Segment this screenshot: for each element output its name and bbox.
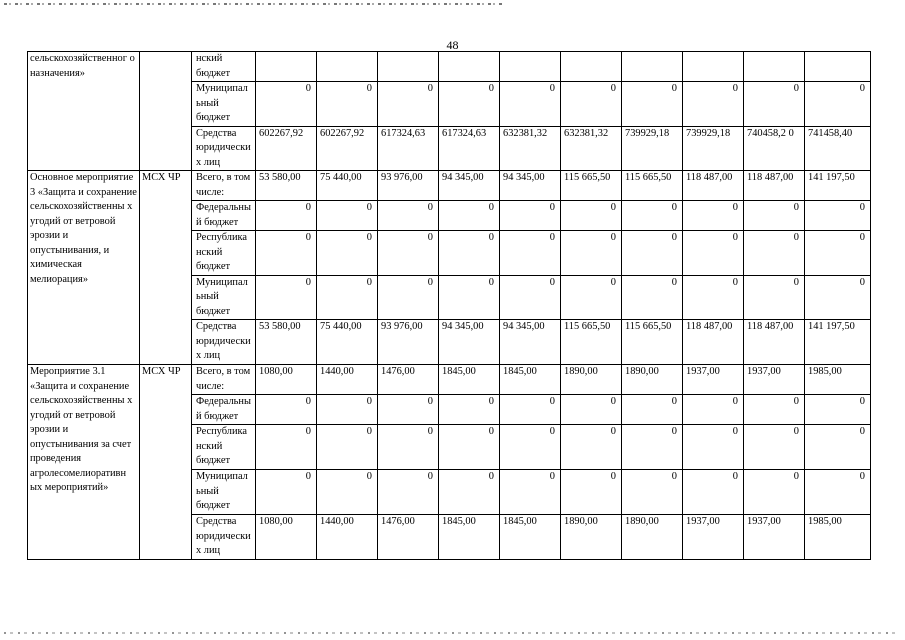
table-row [28,171,871,201]
value-cell: 739929,18 [683,126,744,171]
value-cell: 602267,92 [256,126,317,171]
value-cell: 632381,32 [500,126,561,171]
value-cell: 53 580,00 [256,320,317,365]
value-cell: 118 487,00 [744,320,805,365]
value-cell: 0 [256,275,317,320]
value-cell: 141 197,50 [805,171,871,201]
value-cell: 0 [683,425,744,470]
value-cell: 0 [317,425,378,470]
funding-source-cell: Федеральны й бюджет [192,395,256,425]
value-cell: 632381,32 [561,126,622,171]
value-cell: 1985,00 [805,365,871,395]
value-cell: 0 [317,201,378,231]
value-cell: 0 [500,425,561,470]
table-row [28,52,871,82]
value-cell: 0 [256,231,317,276]
value-cell: 1937,00 [683,365,744,395]
funding-source-cell: нский бюджет [192,52,256,82]
value-cell: 94 345,00 [500,171,561,201]
value-cell: 1440,00 [317,365,378,395]
value-cell: 0 [744,425,805,470]
value-cell: 0 [439,470,500,515]
value-cell: 0 [622,395,683,425]
scan-noise-bottom [4,632,899,634]
value-cell: 0 [744,231,805,276]
value-cell: 0 [744,201,805,231]
value-cell: 1476,00 [378,365,439,395]
funding-source-cell: Муниципал ьный бюджет [192,470,256,515]
value-cell [805,52,871,82]
value-cell [683,52,744,82]
value-cell: 1440,00 [317,515,378,560]
value-cell: 0 [317,470,378,515]
value-cell: 0 [256,470,317,515]
funding-source-cell: Муниципал ьный бюджет [192,82,256,127]
funding-source-cell: Всего, в том числе: [192,171,256,201]
value-cell: 617324,63 [378,126,439,171]
value-cell: 0 [805,275,871,320]
value-cell: 0 [561,231,622,276]
value-cell: 0 [500,470,561,515]
value-cell: 0 [317,231,378,276]
value-cell: 0 [805,201,871,231]
value-cell: 1985,00 [805,515,871,560]
value-cell: 93 976,00 [378,320,439,365]
value-cell: 0 [622,275,683,320]
funding-source-cell: Муниципал ьный бюджет [192,275,256,320]
value-cell: 0 [317,82,378,127]
value-cell: 741458,40 [805,126,871,171]
value-cell: 0 [683,231,744,276]
funding-source-cell: Средства юридически х лиц [192,515,256,560]
value-cell: 1937,00 [744,365,805,395]
value-cell [744,52,805,82]
value-cell: 0 [256,425,317,470]
value-cell: 0 [378,82,439,127]
funding-source-cell: Республика нский бюджет [192,425,256,470]
value-cell: 94 345,00 [439,171,500,201]
value-cell: 0 [805,82,871,127]
value-cell: 118 487,00 [683,320,744,365]
value-cell: 115 665,50 [561,320,622,365]
value-cell: 75 440,00 [317,171,378,201]
executor-cell: МСХ ЧР [140,365,192,560]
measure-name-cell: Мероприятие 3.1 «Защита и сохранение сельскохозяйственны х угодий от ветровой эрозии и опустынивания за счет проведения агролесомелиоративн ых мероприятий» [28,365,140,560]
value-cell: 0 [378,275,439,320]
value-cell: 0 [378,395,439,425]
value-cell: 0 [500,231,561,276]
value-cell: 0 [561,470,622,515]
value-cell: 0 [805,425,871,470]
value-cell: 0 [378,425,439,470]
value-cell: 1937,00 [683,515,744,560]
value-cell: 0 [622,231,683,276]
value-cell [622,52,683,82]
value-cell: 141 197,50 [805,320,871,365]
value-cell: 75 440,00 [317,320,378,365]
value-cell: 0 [378,231,439,276]
measure-name-cell: Основное мероприятие 3 «Защита и сохранение сельскохозяйственны х угодий от ветровой эрозии и опустынивания, и химическая мелиорация» [28,171,140,365]
funding-source-cell: Средства юридически х лиц [192,126,256,171]
value-cell [378,52,439,82]
value-cell: 0 [744,395,805,425]
value-cell: 1080,00 [256,365,317,395]
value-cell: 1845,00 [439,515,500,560]
value-cell: 0 [561,395,622,425]
value-cell: 0 [500,201,561,231]
value-cell: 0 [378,470,439,515]
value-cell: 740458,2 0 [744,126,805,171]
value-cell [561,52,622,82]
value-cell: 0 [622,82,683,127]
table-row [28,365,871,395]
value-cell: 0 [500,275,561,320]
value-cell: 0 [683,201,744,231]
value-cell: 739929,18 [622,126,683,171]
value-cell: 0 [805,231,871,276]
value-cell [439,52,500,82]
value-cell: 0 [439,425,500,470]
value-cell: 0 [805,395,871,425]
value-cell: 617324,63 [439,126,500,171]
value-cell: 1890,00 [622,515,683,560]
value-cell: 0 [439,201,500,231]
value-cell: 115 665,50 [561,171,622,201]
value-cell: 0 [256,395,317,425]
table-body [28,52,871,560]
value-cell: 1845,00 [439,365,500,395]
value-cell: 0 [378,201,439,231]
value-cell: 0 [439,395,500,425]
value-cell: 0 [622,425,683,470]
value-cell [500,52,561,82]
value-cell: 0 [317,275,378,320]
value-cell: 0 [683,275,744,320]
value-cell: 0 [683,395,744,425]
value-cell: 53 580,00 [256,171,317,201]
value-cell: 0 [256,82,317,127]
value-cell: 1845,00 [500,515,561,560]
value-cell: 94 345,00 [500,320,561,365]
value-cell: 0 [744,470,805,515]
value-cell: 1845,00 [500,365,561,395]
value-cell: 0 [622,201,683,231]
value-cell: 94 345,00 [439,320,500,365]
value-cell: 0 [561,275,622,320]
value-cell: 0 [439,275,500,320]
value-cell: 0 [256,201,317,231]
value-cell: 1890,00 [622,365,683,395]
value-cell: 0 [805,470,871,515]
value-cell: 0 [500,82,561,127]
value-cell: 118 487,00 [683,171,744,201]
funding-table [27,51,871,560]
value-cell: 602267,92 [317,126,378,171]
value-cell: 0 [622,470,683,515]
value-cell: 115 665,50 [622,171,683,201]
funding-source-cell: Средства юридически х лиц [192,320,256,365]
funding-source-cell: Республика нский бюджет [192,231,256,276]
value-cell: 0 [561,201,622,231]
measure-name-cell: сельскохозяйственног о назначения» [28,52,140,171]
value-cell: 0 [561,425,622,470]
value-cell: 0 [744,82,805,127]
value-cell: 0 [561,82,622,127]
value-cell [256,52,317,82]
value-cell: 93 976,00 [378,171,439,201]
value-cell: 0 [744,275,805,320]
value-cell: 0 [683,470,744,515]
value-cell: 1890,00 [561,515,622,560]
value-cell: 0 [439,231,500,276]
value-cell: 118 487,00 [744,171,805,201]
executor-cell: МСХ ЧР [140,171,192,365]
value-cell [317,52,378,82]
scan-noise-top [4,3,504,5]
page-number: 48 [446,38,459,52]
value-cell: 0 [439,82,500,127]
value-cell: 1080,00 [256,515,317,560]
funding-source-cell: Федеральны й бюджет [192,201,256,231]
funding-source-cell: Всего, в том числе: [192,365,256,395]
value-cell: 0 [683,82,744,127]
value-cell: 1890,00 [561,365,622,395]
value-cell: 115 665,50 [622,320,683,365]
value-cell: 1937,00 [744,515,805,560]
value-cell: 1476,00 [378,515,439,560]
value-cell: 0 [500,395,561,425]
value-cell: 0 [317,395,378,425]
executor-cell [140,52,192,171]
